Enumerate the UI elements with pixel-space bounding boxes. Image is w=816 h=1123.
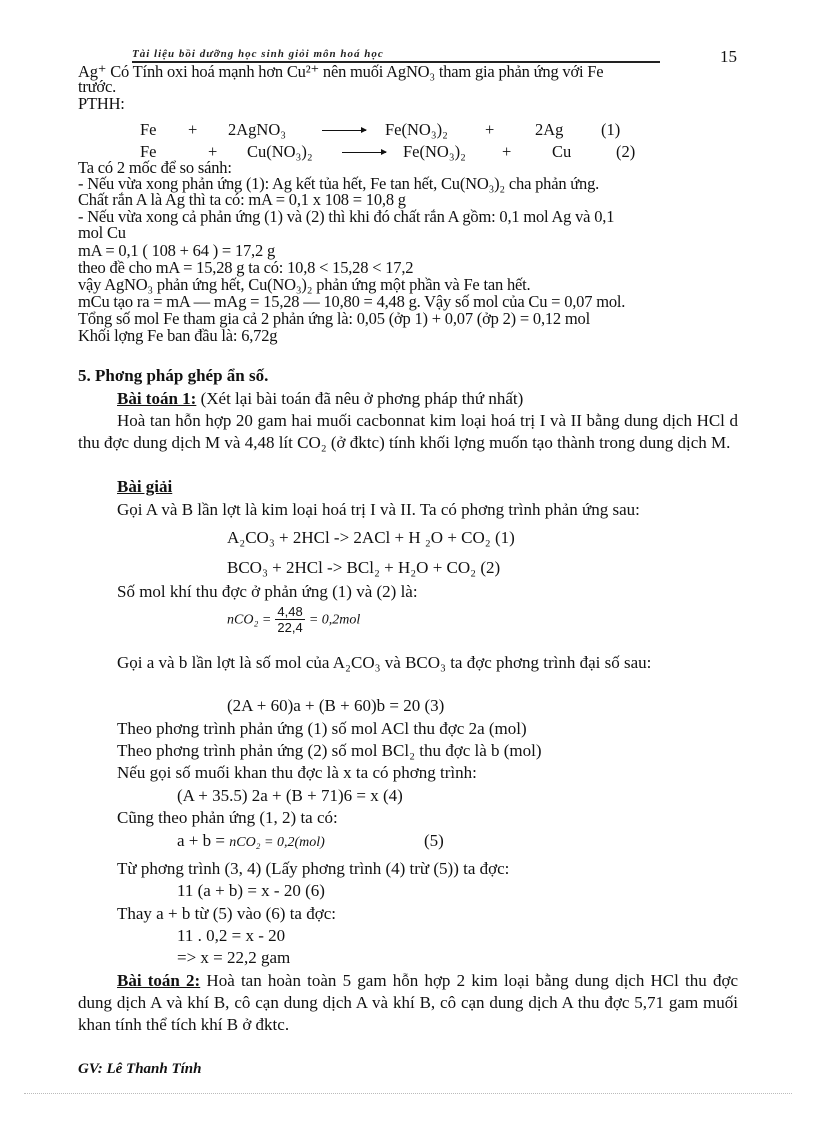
eq2-arrow-icon [342, 141, 386, 161]
bt1-label: Bài toán 1: [117, 389, 197, 408]
text-line: - Nếu vừa xong phản ứng (1): Ag kết tủa hết, Fe tan hết, Cu(NO₃)₂ cha phản ứng. [78, 174, 600, 193]
bt1-line [117, 389, 523, 408]
eq1-agno3: 2AgNO₃ [228, 120, 286, 139]
text-line: Ag⁺ Có Tính oxi hoá mạnh hơn Cu²⁺ nên muối AgNO₃ tham gia phản ứng với Fe [78, 62, 604, 81]
loigiai-heading: Bài giải [117, 477, 173, 496]
reaction-2: BCO₃ + 2HCl -> BCl₂ + H₂O + CO₂ (2) [227, 558, 501, 577]
text-paragraph: Gọi a và b lần lợt là số mol của A₂CO₃ và BCO₃ ta đợc phơng trình đại số sau: [117, 653, 652, 672]
equation-4: (A + 35.5) 2a + (B + 71)6 = x (4) [177, 786, 403, 805]
formula-lhs: nCO₂ = [227, 612, 272, 628]
eq2-fe: Fe [140, 142, 157, 161]
formula-fraction [275, 604, 304, 635]
eq5-number: (5) [424, 831, 444, 850]
eq2-cuno3: Cu(NO₃)₂ [247, 142, 313, 161]
equation-6: 11 (a + b) = x - 20 (6) [177, 881, 325, 900]
eq1-product1: Fe(NO₃)₂ [385, 120, 448, 139]
eq1-product2: 2Ag [535, 120, 564, 139]
text-line: trước. [78, 77, 116, 96]
bt2-paragraph [78, 970, 738, 1036]
text-line: Theo phơng trình phản ứng (1) số mol ACl thu đợc 2a (mol) [117, 719, 527, 738]
text-line: Tổng số mol Fe tham gia cả 2 phản ứng là: 0,05 (ởp 1) + 0,07 (ởp 2) = 0,12 mol [78, 309, 590, 328]
fraction-denominator: 22,4 [277, 620, 303, 635]
text-line: Từ phơng trình (3, 4) (Lấy phơng trình (4) trừ (5)) ta đợc: [117, 859, 510, 878]
header-banner: Tài liệu bồi dưỡng học sinh giỏi môn hoá học [132, 48, 660, 63]
text-line: Nếu gọi số muối khan thu đợc là x ta có phơng trình: [117, 763, 477, 782]
eq1-fe: Fe [140, 120, 157, 139]
text-line: theo đề cho mA = 15,28 g ta có: 10,8 < 15,28 < 17,2 [78, 258, 414, 277]
page-bottom-divider [24, 1093, 792, 1094]
equation-7: 11 . 0,2 = x - 20 [177, 926, 286, 945]
section-title: 5. Phơng pháp ghép ẩn số. [78, 366, 269, 385]
eq2-plus2: + [502, 142, 512, 161]
eq1-plus2: + [485, 120, 495, 139]
text-line: Theo phơng trình phản ứng (2) số mol BCl₂ thu đợc là b (mol) [117, 741, 542, 760]
eq2-product1: Fe(NO₃)₂ [403, 142, 466, 161]
eq5-lhs: a + b = [177, 831, 230, 850]
text-line: vậy AgNO₃ phản ứng hết, Cu(NO₃)₂ phản ứng một phần và Fe tan hết. [78, 275, 531, 294]
text-line: Thay a + b từ (5) vào (6) ta đợc: [117, 904, 336, 923]
formula-rhs: = 0,2mol [308, 612, 361, 628]
eq1-number: (1) [601, 120, 621, 139]
bt2-label: Bài toán 2: [117, 971, 201, 990]
text-line: Cũng theo phản ứng (1, 2) ta có: [117, 808, 338, 827]
text-line: - Nếu vừa xong cả phản ứng (1) và (2) thì khi đó chất rắn A gồm: 0,1 mol Ag và 0,1 [78, 207, 615, 226]
text-line: mCu tạo ra = mA — mAg = 15,28 — 10,80 = 4,48 g. Vậy số mol của Cu = 0,07 mol. [78, 292, 626, 311]
text-line: Khối lợng Fe ban đầu là: 6,72g [78, 326, 278, 345]
page-number: 15 [720, 47, 737, 66]
bt2-text: Hoà tan hoàn toàn 5 gam hỗn hợp 2 kim loại bằng dung dịch HCl thu đợc dung dịch A và khí B, cô cạn dung dịch A và khí B, cô cạn dung dịch A thu đợc 5,71 gam muối khan tính thể tích khí B ở đktc. [78, 971, 739, 1034]
eq1-plus: + [188, 120, 198, 139]
eq5-rhs: nCO₂ = 0,2(mol) [229, 835, 325, 850]
bt1-note: (Xét lại bài toán đã nêu ở phơng pháp thứ nhất) [196, 389, 524, 408]
text-line: PTHH: [78, 94, 125, 113]
equation-3: (2A + 60)a + (B + 60)b = 20 (3) [227, 696, 445, 715]
footer-author: GV: Lê Thanh Tính [78, 1061, 202, 1077]
bt1-paragraph: Hoà tan hỗn hợp 20 gam hai muối cacbonnat kim loại hoá trị I và II bằng dung dịch HCl d thu đợc dung dịch M và 4,48 lít CO₂ (ở đktc) tính khối lợng muốn tạo thành trong dung dịch M. [78, 411, 738, 452]
text-line: Chất rắn A là Ag thì ta có: mA = 0,1 x 108 = 10,8 g [78, 190, 406, 209]
eq2-plus: + [208, 142, 218, 161]
text-line: Ta có 2 mốc để so sánh: [78, 158, 232, 177]
eq2-product2: Cu [552, 142, 572, 161]
result: => x = 22,2 gam [177, 948, 291, 967]
equation-5 [177, 831, 325, 852]
mole-formula [227, 604, 360, 635]
text-line: mA = 0,1 ( 108 + 64 ) = 17,2 g [78, 241, 275, 260]
fraction-numerator: 4,48 [277, 604, 303, 619]
reaction-1: A₂CO₃ + 2HCl -> 2ACl + H ₂O + CO₂ (1) [227, 528, 515, 547]
text-line: mol Cu [78, 223, 126, 242]
eq2-number: (2) [616, 142, 636, 161]
text-line: Gọi A và B lần lợt là kim loại hoá trị I và II. Ta có phơng trình phản ứng sau: [117, 500, 640, 519]
text-line: Số mol khí thu đợc ở phản ứng (1) và (2) là: [117, 582, 418, 601]
eq1-arrow-icon [322, 119, 366, 139]
